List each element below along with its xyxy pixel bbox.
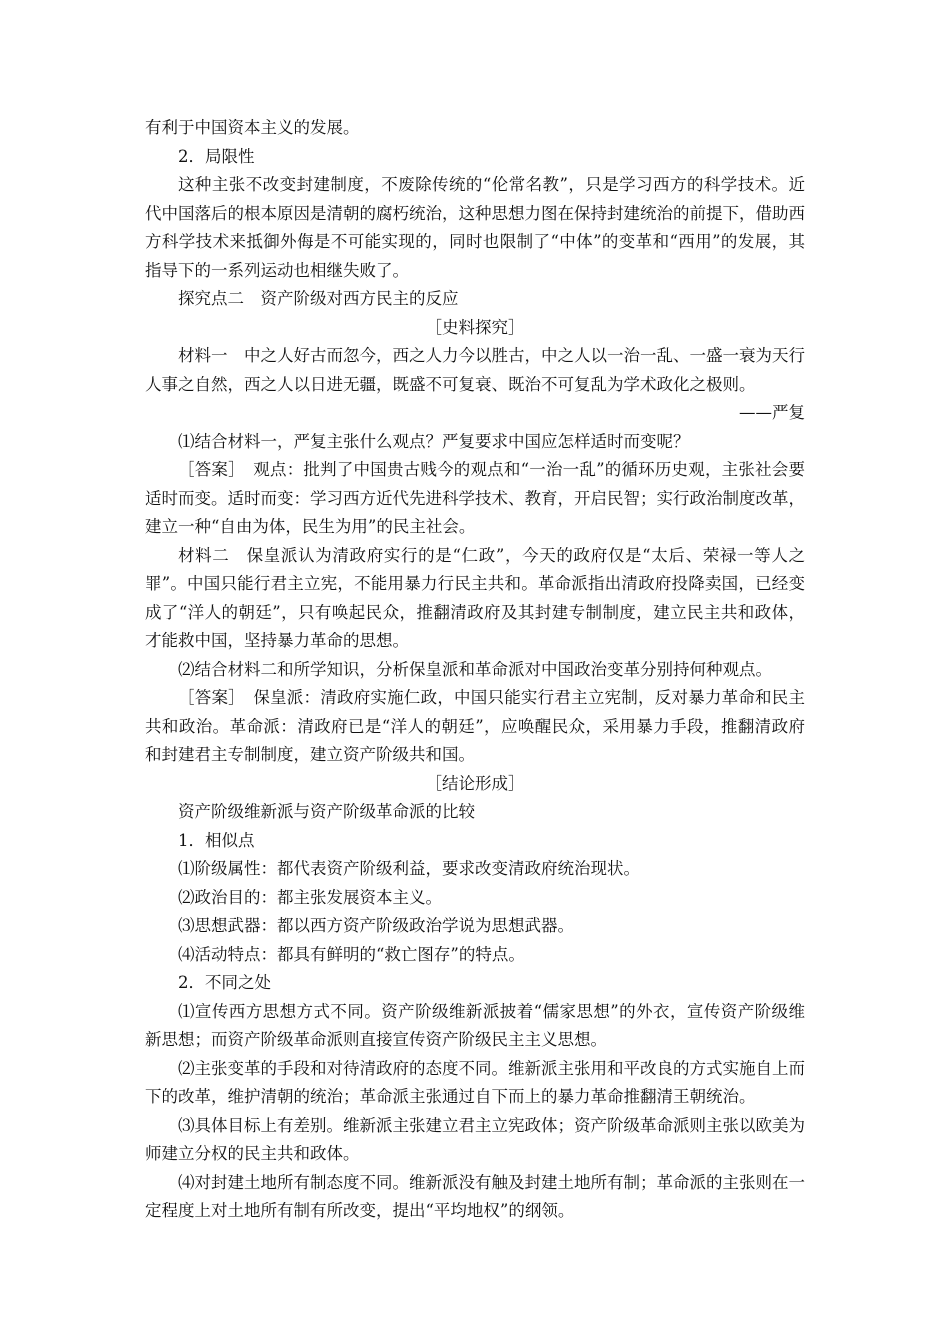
paragraph-continuation: 有利于中国资本主义的发展。 <box>145 118 360 137</box>
document-body <box>145 114 805 1226</box>
similarity-2: ⑵政治目的：都主张发展资本主义。 <box>178 887 442 907</box>
difference-1: ⑴宣传西方思想方式不同。资产阶级维新派披着“儒家思想”的外衣，宣传资产阶级维新思想；而资产阶级革命派则直接宣传资产阶级民主主义思想。 <box>145 1001 805 1049</box>
similarities-heading: 1．相似点 <box>178 830 255 850</box>
answer-1: ［答案］ 观点：批判了中国贵古贱今的观点和“一治一乱”的循环历史观，主张社会要适时而变。适时而变：学习西方近代先进科学技术、教育，开启民智；实行政治制度改革，建立一种“自由为体，民生为用”的民主社会。 <box>145 460 805 536</box>
differences-heading: 2．不同之处 <box>178 973 271 992</box>
question-1: ⑴结合材料一，严复主张什么观点？严复要求中国应怎样适时而变呢？ <box>178 431 690 451</box>
similarity-1: ⑴阶级属性：都代表资产阶级利益，要求改变清政府统治现状。 <box>178 859 640 878</box>
difference-3: ⑶具体目标上有差别。维新派主张建立君主立宪政体；资产阶级革命派则主张以欧美为师建立分权的民主共和政体。 <box>145 1115 805 1163</box>
similarity-4: ⑷活动特点：都具有鲜明的“救亡图存”的特点。 <box>178 944 525 964</box>
section-heading-explore-point-2: 探究点二 资产阶级对西方民主的反应 <box>178 289 459 308</box>
tag-conclusion: ［结论形成］ <box>425 773 525 793</box>
tag-history-exploration: ［史料探究］ <box>425 317 525 337</box>
material-2: 材料二 保皇派认为清政府实行的是“仁政”，今天的政府仅是“太后、荣禄一等人之罪”。中国只能行君主立宪，不能用暴力行民主共和。革命派指出清政府投降卖国，已经变成了“洋人的朝廷”，只有唤起民众，推翻清政府及其封建专制制度，建立民主共和政体，才能救中国，坚持暴力革命的思想。 <box>145 545 805 650</box>
answer-2: ［答案］ 保皇派：清政府实施仁政，中国只能实行君主立宪制，反对暴力革命和民主共和政治。革命派：清政府已是“洋人的朝廷”，应唤醒民众，采用暴力手段，推翻清政府和封建君主专制制度，建立资产阶级共和国。 <box>145 688 805 764</box>
material-1: 材料一 中之人好古而忽今，西之人力今以胜古，中之人以一治一乱、一盛一衰为天行人事之自然，西之人以日进无疆，既盛不可复衰、既治不可复乱为学术政化之极则。 <box>145 346 805 394</box>
paragraph-limitations: 这种主张不改变封建制度，不废除传统的“伦常名教”，只是学习西方的科学技术。近代中国落后的根本原因是清朝的腐朽统治，这种思想力图在保持封建统治的前提下，借助西方科学技术来抵御外侮是不可能实现的，同时也限制了“中体”的变革和“西用”的发展，其指导下的一系列运动也相继失败了。 <box>145 175 805 280</box>
subheading-limitations: 2．局限性 <box>178 146 255 166</box>
difference-4: ⑷对封建土地所有制态度不同。维新派没有触及封建土地所有制；革命派的主张则在一定程度上对土地所有制有所改变，提出“平均地权”的纲领。 <box>145 1172 805 1220</box>
material-1-attribution: ——严复 <box>739 403 805 422</box>
comparison-title: 资产阶级维新派与资产阶级革命派的比较 <box>178 802 475 821</box>
similarity-3: ⑶思想武器：都以西方资产阶级政治学说为思想武器。 <box>178 916 574 935</box>
question-2: ⑵结合材料二和所学知识，分析保皇派和革命派对中国政治变革分别持何种观点。 <box>178 659 772 679</box>
difference-2: ⑵主张变革的手段和对待清政府的态度不同。维新派主张用和平改良的方式实施自上而下的改革，维护清朝的统治；革命派主张通过自下而上的暴力革命推翻清王朝统治。 <box>145 1058 805 1106</box>
